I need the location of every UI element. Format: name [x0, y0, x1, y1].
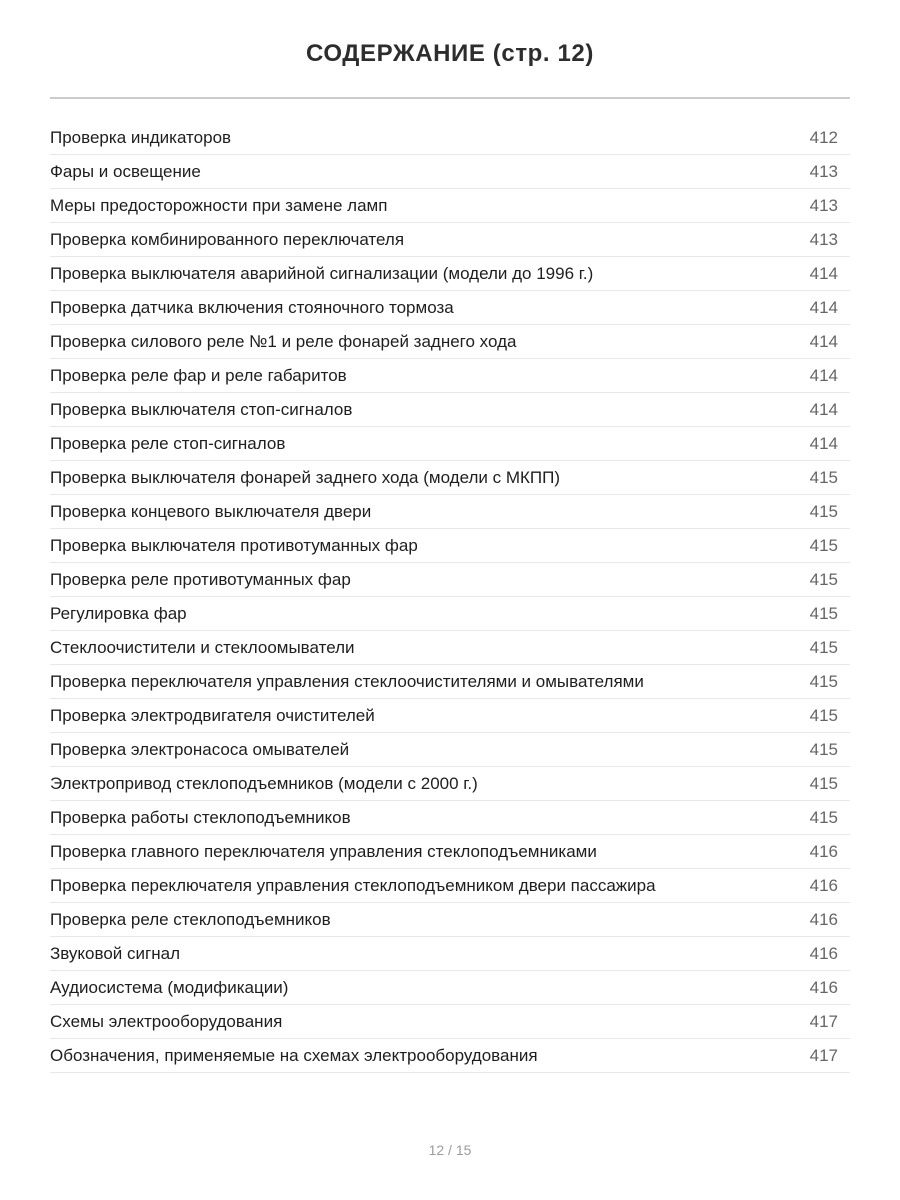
- toc-entry-row[interactable]: [50, 971, 850, 1005]
- toc-entry-row[interactable]: [50, 597, 850, 631]
- toc-entry-label: Проверка датчика включения стояночного тормоза: [50, 297, 454, 317]
- toc-entry-row[interactable]: [50, 223, 850, 257]
- toc-entry-label: Звуковой сигнал: [50, 943, 180, 963]
- toc-entry-row[interactable]: [50, 359, 850, 393]
- toc-entry-row[interactable]: [50, 767, 850, 801]
- toc-entry-page-number: 415: [809, 467, 838, 487]
- toc-entry-label: Электропривод стеклоподъемников (модели с 2000 г.): [50, 773, 478, 793]
- toc-entry-page-number: 415: [809, 569, 838, 589]
- toc-entry-page-number: 416: [809, 943, 838, 963]
- toc-entry-label: Проверка электронасоса омывателей: [50, 739, 350, 759]
- toc-entry-page-number: 415: [809, 807, 838, 827]
- toc-entry-page-number: 412: [809, 127, 838, 147]
- toc-entry-label: Проверка реле противотуманных фар: [50, 569, 351, 589]
- toc-entry-row[interactable]: [50, 121, 850, 155]
- toc-entry-label: Проверка реле фар и реле габаритов: [50, 365, 347, 385]
- toc-entry-row[interactable]: [50, 665, 850, 699]
- page-title: СОДЕРЖАНИЕ (стр. 12): [306, 40, 594, 67]
- toc-entry-label: Проверка выключателя противотуманных фар: [50, 535, 418, 555]
- toc-entry-page-number: 416: [809, 977, 838, 997]
- toc-entry-label: Проверка индикаторов: [50, 127, 232, 147]
- toc-entry-page-number: 414: [809, 433, 838, 453]
- toc-entry-label: Обозначения, применяемые на схемах электрооборудования: [50, 1045, 538, 1065]
- toc-entry-row[interactable]: [50, 869, 850, 903]
- toc-entry-row[interactable]: [50, 1039, 850, 1073]
- toc-entry-page-number: 416: [809, 841, 838, 861]
- toc-entry-label: Схемы электрооборудования: [50, 1011, 283, 1031]
- toc-entry-label: Стеклоочистители и стеклоомыватели: [50, 637, 355, 657]
- title-divider: [50, 97, 850, 99]
- toc-entry-row[interactable]: [50, 189, 850, 223]
- toc-entry-page-number: 415: [809, 773, 838, 793]
- toc-entry-page-number: 415: [809, 535, 838, 555]
- toc-entry-label: Проверка переключателя управления стеклоочистителями и омывателями: [50, 671, 644, 691]
- toc-entry-page-number: 414: [809, 399, 838, 419]
- toc-entry-row[interactable]: [50, 937, 850, 971]
- toc-entry-row[interactable]: [50, 291, 850, 325]
- toc-entry-row[interactable]: [50, 461, 850, 495]
- toc-entry-row[interactable]: [50, 529, 850, 563]
- toc-entry-label: Проверка комбинированного переключателя: [50, 229, 405, 249]
- toc-entry-row[interactable]: [50, 801, 850, 835]
- toc-entry-row[interactable]: [50, 903, 850, 937]
- toc-entry-label: Проверка переключателя управления стеклоподъемником двери пассажира: [50, 875, 656, 895]
- toc-entry-label: Проверка работы стеклоподъемников: [50, 807, 351, 827]
- toc-entry-label: Проверка выключателя аварийной сигнализации (модели до 1996 г.): [50, 263, 594, 283]
- toc-entry-page-number: 416: [809, 909, 838, 929]
- toc-entry-row[interactable]: [50, 155, 850, 189]
- toc-entry-row[interactable]: [50, 393, 850, 427]
- toc-entry-page-number: 417: [809, 1045, 838, 1065]
- toc-entry-label: Меры предосторожности при замене ламп: [50, 195, 388, 215]
- toc-entry-row[interactable]: [50, 325, 850, 359]
- toc-entry-label: Регулировка фар: [50, 603, 187, 623]
- toc-entry-page-number: 414: [809, 297, 838, 317]
- toc-entry-page-number: 414: [809, 365, 838, 385]
- toc-entry-row[interactable]: [50, 631, 850, 665]
- toc-entry-page-number: 413: [809, 161, 838, 181]
- toc-entry-label: Проверка выключателя фонарей заднего хода (модели с МКПП): [50, 467, 560, 487]
- toc-entry-row[interactable]: [50, 835, 850, 869]
- toc-entry-label: Проверка реле стоп-сигналов: [50, 433, 286, 453]
- toc-entry-page-number: 415: [809, 705, 838, 725]
- toc-entry-label: Проверка главного переключателя управления стеклоподъемниками: [50, 841, 597, 861]
- page-indicator: 12 / 15: [428, 1142, 472, 1158]
- toc-entry-page-number: 415: [809, 603, 838, 623]
- toc-entry-page-number: 415: [809, 501, 838, 521]
- toc-entry-row[interactable]: [50, 563, 850, 597]
- toc-entry-row[interactable]: [50, 733, 850, 767]
- toc-entry-page-number: 417: [809, 1011, 838, 1031]
- toc-entry-page-number: 415: [809, 739, 838, 759]
- toc-entry-label: Аудиосистема (модификации): [50, 977, 289, 997]
- toc-entry-row[interactable]: [50, 699, 850, 733]
- toc-entry-row[interactable]: [50, 1005, 850, 1039]
- toc-entry-row[interactable]: [50, 495, 850, 529]
- toc-entry-label: Проверка концевого выключателя двери: [50, 501, 372, 521]
- toc-entry-page-number: 415: [809, 671, 838, 691]
- toc-entry-label: Фары и освещение: [50, 161, 201, 181]
- toc-entry-page-number: 414: [809, 331, 838, 351]
- toc-entry-label: Проверка выключателя стоп-сигналов: [50, 399, 353, 419]
- toc-entry-page-number: 414: [809, 263, 838, 283]
- toc-entry-page-number: 416: [809, 875, 838, 895]
- toc-entry-page-number: 413: [809, 195, 838, 215]
- toc-entry-row[interactable]: [50, 257, 850, 291]
- toc-entry-label: Проверка электродвигателя очистителей: [50, 705, 375, 725]
- toc-entry-row[interactable]: [50, 427, 850, 461]
- toc-entry-label: Проверка силового реле №1 и реле фонарей заднего хода: [50, 331, 517, 351]
- toc-entry-page-number: 413: [809, 229, 838, 249]
- toc-entry-label: Проверка реле стеклоподъемников: [50, 909, 331, 929]
- toc-list: [50, 121, 850, 1073]
- toc-entry-page-number: 415: [809, 637, 838, 657]
